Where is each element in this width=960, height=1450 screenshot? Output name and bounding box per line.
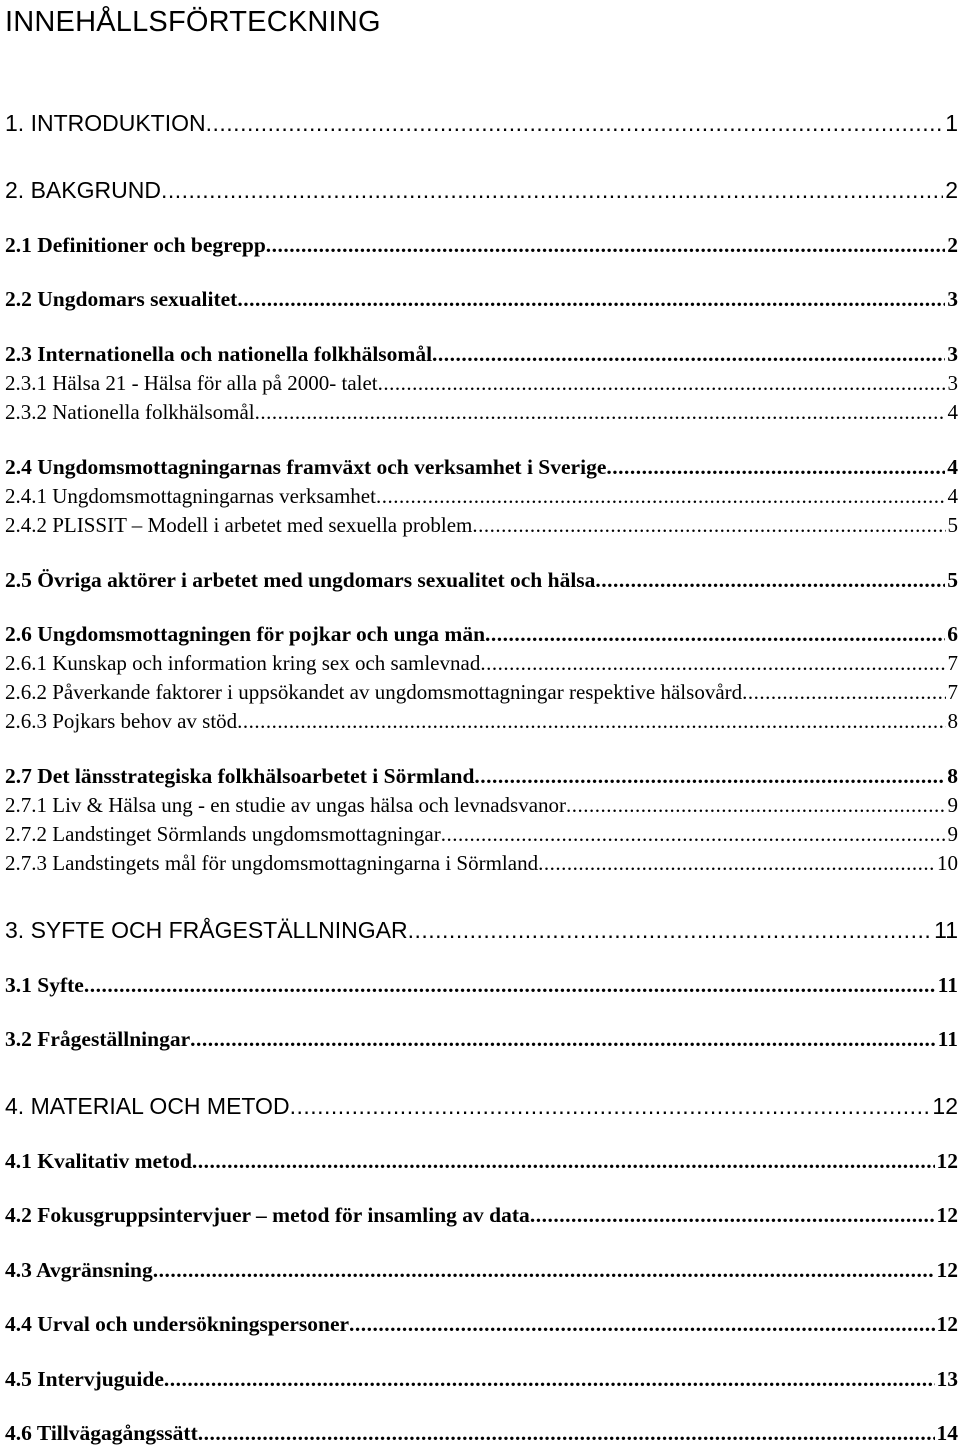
- dot-leader: [164, 1364, 935, 1394]
- toc-entry[interactable]: [5, 706, 958, 736]
- toc-entry[interactable]: [5, 915, 958, 945]
- toc-entry[interactable]: [5, 1024, 958, 1054]
- toc-entry-page-number: 8: [947, 764, 958, 788]
- toc-entry[interactable]: [5, 1364, 958, 1394]
- toc-entry-label: 4.1 Kvalitativ metod: [5, 1149, 192, 1173]
- dot-leader: [237, 706, 945, 736]
- toc-entry-label: 1. INTRODUKTION: [5, 110, 206, 136]
- dot-leader: [432, 339, 945, 369]
- toc-entry-page-number: 11: [937, 973, 958, 997]
- toc-entry-label: 3.1 Syfte: [5, 973, 84, 997]
- dot-leader: [408, 915, 933, 945]
- toc-entry[interactable]: [5, 1091, 958, 1121]
- dot-leader: [472, 510, 945, 540]
- toc-entry[interactable]: [5, 108, 958, 138]
- toc-entry[interactable]: [5, 481, 958, 511]
- dot-leader: [349, 1309, 934, 1339]
- toc-entry-page-number: 14: [936, 1421, 958, 1445]
- toc-entry-page-number: 7: [947, 651, 958, 675]
- dot-leader: [480, 648, 945, 678]
- toc-entry-label: 4.6 Tillvägagångssätt: [5, 1421, 198, 1445]
- toc-entry-page-number: 5: [947, 513, 958, 537]
- dot-leader: [161, 175, 943, 205]
- toc-entry[interactable]: [5, 510, 958, 540]
- toc-entry-page-number: 5: [947, 568, 958, 592]
- dot-leader: [474, 761, 945, 791]
- toc-entry-label: 2.1 Definitioner och begrepp: [5, 233, 266, 257]
- toc-entry-label: 2.7 Det länsstrategiska folkhälsoarbetet i Sörmland: [5, 764, 475, 788]
- toc-entry-page-number: 8: [947, 709, 958, 733]
- toc-entry[interactable]: [5, 284, 958, 314]
- toc-entry-page-number: 12: [936, 1149, 958, 1173]
- toc-entry-page-number: 3: [947, 287, 958, 311]
- toc-entry-label: 2. BAKGRUND: [5, 177, 161, 203]
- toc-entry-label: 3. SYFTE OCH FRÅGESTÄLLNINGAR: [5, 917, 408, 943]
- toc-entry-label: 2.3 Internationella och nationella folkhälsomål: [5, 342, 433, 366]
- dot-leader: [530, 1200, 935, 1230]
- toc-entry[interactable]: [5, 1146, 958, 1176]
- toc-entry-page-number: 10: [937, 851, 958, 875]
- toc-entry-page-number: 2: [945, 177, 958, 203]
- dot-leader: [742, 677, 945, 707]
- toc-entry[interactable]: [5, 368, 958, 398]
- toc-entry-label: 2.4 Ungdomsmottagningarnas framväxt och verksamhet i Sverige: [5, 455, 607, 479]
- toc-entry-page-number: 2: [947, 233, 958, 257]
- toc-entry[interactable]: [5, 848, 958, 878]
- toc-entry-label: 2.3.1 Hälsa 21 - Hälsa för alla på 2000- talet: [5, 371, 378, 395]
- toc-entry-label: 2.4.1 Ungdomsmottagningarnas verksamhet: [5, 484, 376, 508]
- toc-entry-page-number: 11: [937, 1027, 958, 1051]
- toc-entry[interactable]: [5, 339, 958, 369]
- toc-entry[interactable]: [5, 648, 958, 678]
- dot-leader: [378, 368, 946, 398]
- dot-leader: [206, 108, 944, 138]
- toc-entry-label: 2.6.3 Pojkars behov av stöd: [5, 709, 238, 733]
- toc-entry[interactable]: [5, 819, 958, 849]
- toc-entry[interactable]: [5, 397, 958, 427]
- toc-entry-label: 4.5 Intervjuguide: [5, 1367, 164, 1391]
- toc-entry-label: 2.7.2 Landstinget Sörmlands ungdomsmottagningar: [5, 822, 441, 846]
- toc-entry-label: 2.6 Ungdomsmottagningen för pojkar och unga män: [5, 622, 486, 646]
- dot-leader: [595, 565, 945, 595]
- toc-entry-page-number: 12: [936, 1312, 958, 1336]
- dot-leader: [190, 1024, 936, 1054]
- toc-entry-label: 2.6.2 Påverkande faktorer i uppsökandet av ungdomsmottagningar respektive hälsovård: [5, 680, 743, 704]
- toc-entry-page-number: 13: [936, 1367, 958, 1391]
- toc-entry-page-number: 9: [947, 822, 958, 846]
- toc-entry-label: 3.2 Frågeställningar: [5, 1027, 191, 1051]
- toc-entry-page-number: 6: [947, 622, 958, 646]
- toc-entry-page-number: 7: [947, 680, 958, 704]
- dot-leader: [153, 1255, 935, 1285]
- dot-leader: [198, 1418, 935, 1448]
- toc-entry-label: 2.5 Övriga aktörer i arbetet med ungdomars sexualitet och hälsa: [5, 568, 596, 592]
- page-title: INNEHÅLLSFÖRTECKNING: [5, 6, 381, 38]
- dot-leader: [290, 1091, 931, 1121]
- toc-entry-page-number: 1: [945, 110, 958, 136]
- toc-entry[interactable]: [5, 677, 958, 707]
- toc-entry-page-number: 3: [947, 342, 958, 366]
- toc-entry-label: 2.2 Ungdomars sexualitet: [5, 287, 238, 311]
- toc-entry[interactable]: [5, 452, 958, 482]
- dot-leader: [441, 819, 946, 849]
- toc-entry-page-number: 4: [947, 400, 958, 424]
- toc-entry[interactable]: [5, 1309, 958, 1339]
- dot-leader: [255, 397, 946, 427]
- toc-entry-label: 4.4 Urval och undersökningspersoner: [5, 1312, 350, 1336]
- dot-leader: [237, 284, 945, 314]
- toc-entry-label: 4. MATERIAL OCH METOD: [5, 1093, 290, 1119]
- toc-entry[interactable]: [5, 790, 958, 820]
- toc-entry[interactable]: [5, 761, 958, 791]
- toc-entry-page-number: 9: [947, 793, 958, 817]
- toc-entry-label: 2.4.2 PLISSIT – Modell i arbetet med sexuella problem: [5, 513, 473, 537]
- toc-entry[interactable]: [5, 1200, 958, 1230]
- dot-leader: [538, 848, 935, 878]
- toc-entry-page-number: 4: [947, 484, 958, 508]
- toc-entry-page-number: 12: [936, 1203, 958, 1227]
- toc-entry[interactable]: [5, 565, 958, 595]
- toc-entry-label: 2.7.3 Landstingets mål för ungdomsmottagningarna i Sörmland: [5, 851, 539, 875]
- toc-entry[interactable]: [5, 230, 958, 260]
- toc-entry[interactable]: [5, 1255, 958, 1285]
- toc-entry-page-number: 11: [934, 917, 958, 943]
- toc-entry-label: 2.7.1 Liv & Hälsa ung - en studie av ungas hälsa och levnadsvanor: [5, 793, 567, 817]
- toc-entry-label: 4.2 Fokusgruppsintervjuer – metod för insamling av data: [5, 1203, 530, 1227]
- dot-leader: [606, 452, 945, 482]
- toc-entry-page-number: 12: [932, 1093, 958, 1119]
- dot-leader: [566, 790, 945, 820]
- toc-entry-label: 2.6.1 Kunskap och information kring sex och samlevnad: [5, 651, 481, 675]
- toc-entry-page-number: 4: [947, 455, 958, 479]
- toc-entry-page-number: 12: [936, 1258, 958, 1282]
- toc-entry-label: 2.3.2 Nationella folkhälsomål: [5, 400, 255, 424]
- toc-entry[interactable]: [5, 175, 958, 205]
- dot-leader: [266, 230, 945, 260]
- toc-entry[interactable]: [5, 1418, 958, 1448]
- dot-leader: [376, 481, 946, 511]
- dot-leader: [485, 619, 945, 649]
- toc-entry[interactable]: [5, 970, 958, 1000]
- dot-leader: [84, 970, 936, 1000]
- toc-entry-label: 4.3 Avgränsning: [5, 1258, 153, 1282]
- toc-entry-page-number: 3: [947, 371, 958, 395]
- dot-leader: [192, 1146, 935, 1176]
- toc-entry[interactable]: [5, 619, 958, 649]
